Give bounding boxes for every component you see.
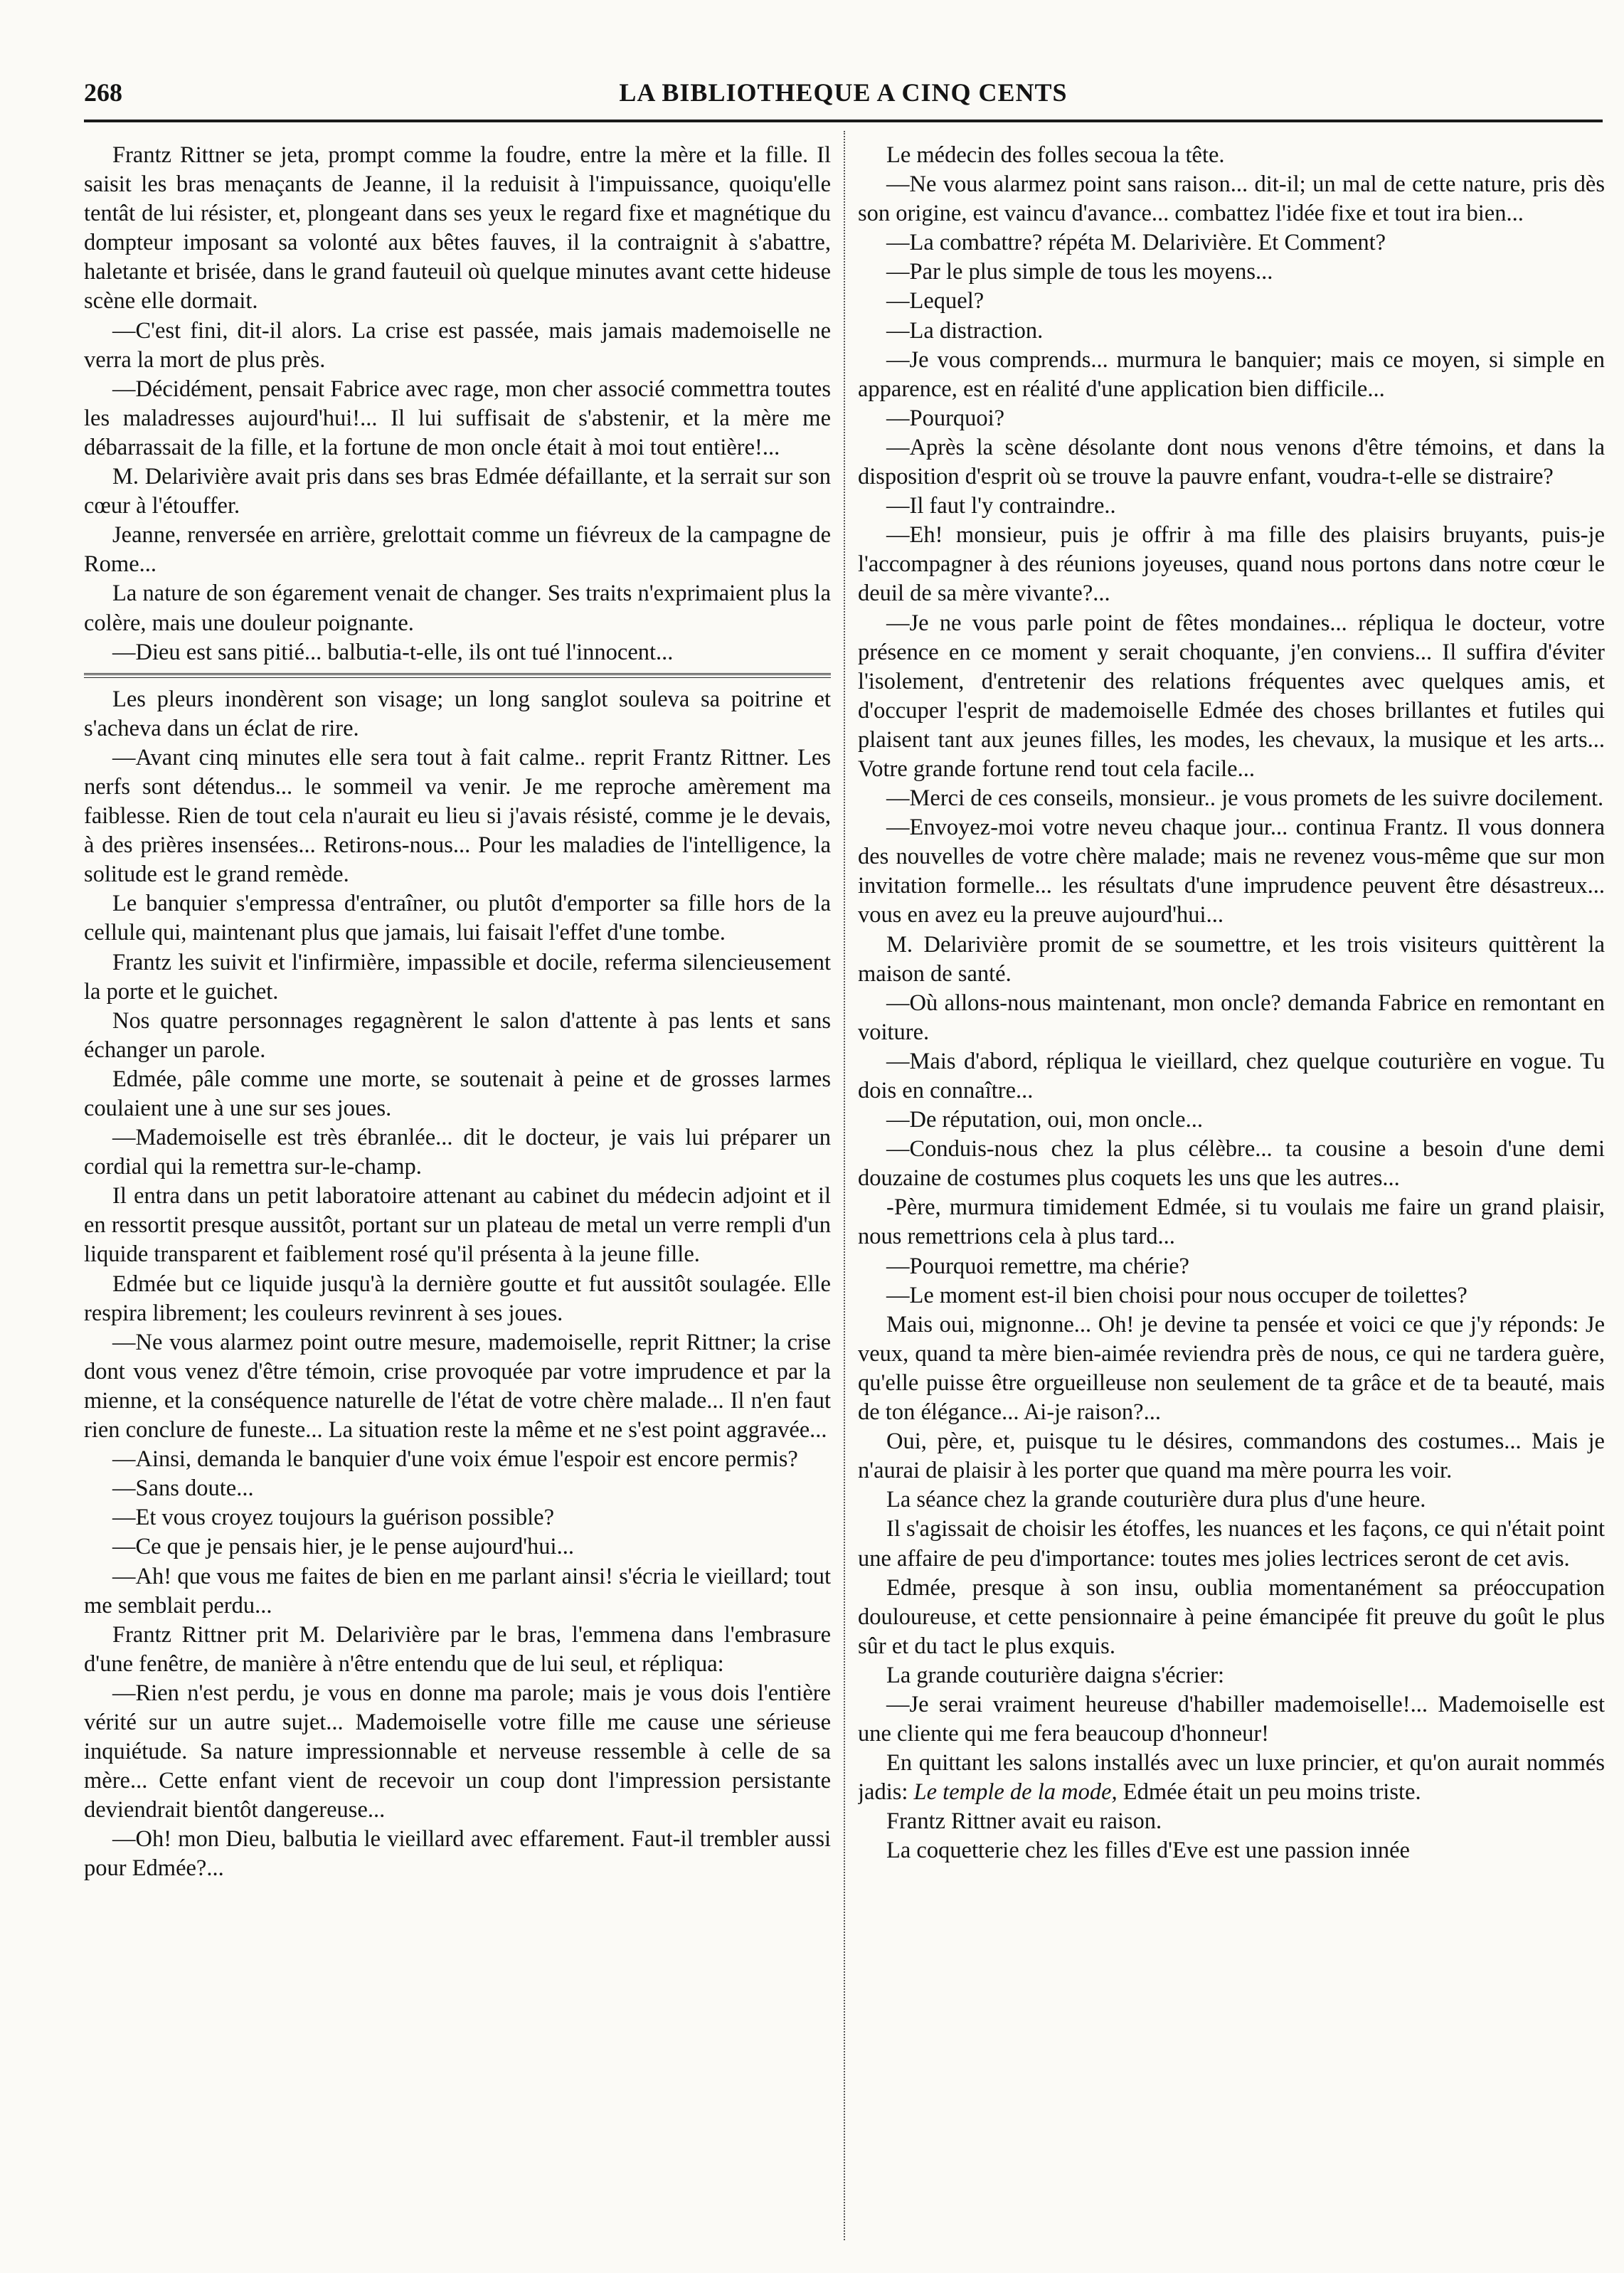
paragraph: —Décidément, pensait Fabrice avec rage, mon cher associé commettra toutes les maladresses aujourd'hui!... Il lui suffisait de s'abstenir, et la mère me débarrassait de la fille, et la fortune de mon oncle était à moi tout entière!... — [84, 376, 831, 460]
page-number: 268 — [84, 78, 122, 107]
left-column — [84, 141, 831, 2247]
paragraph: Edmée, pâle comme une morte, se soutenait à peine et de grosses larmes coulaient une à une sur ses joues. — [84, 1066, 831, 1121]
paragraph: —Ne vous alarmez point outre mesure, mademoiselle, reprit Rittner; la crise dont vous venez d'être témoin, crise provoquée par votre imprudence et par la mienne, et la conséquence naturelle de l'état de votre chère malade... Il n'en faut rien conclure de funeste... La situation reste la même et ne s'est point aggravée... — [84, 1329, 831, 1443]
paragraph: —Sans doute... — [112, 1475, 254, 1502]
paragraph: —Mademoiselle est très ébranlée... dit le docteur, je vais lui préparer un cordial qui la remettra sur-le-champ. — [84, 1125, 831, 1180]
paragraph: —Mais d'abord, répliqua le vieillard, chez quelque couturière en vogue. Tu dois en connaître... — [858, 1048, 1605, 1103]
paragraph: —Conduis-nous chez la plus célèbre... ta cousine a besoin d'une demi douzaine de costumes plus coquets les uns que les autres... — [858, 1136, 1605, 1192]
running-title: LA BIBLIOTHEQUE A CINQ CENTS — [619, 78, 1068, 107]
paragraph: Il entra dans un petit laboratoire attenant au cabinet du médecin adjoint et il en ressortit presque aussitôt, portant sur un plateau de metal un verre rempli d'un liquide transparent et faiblement rosé qu'il présenta à la jeune fille. — [84, 1183, 831, 1268]
column-separator — [844, 131, 845, 2240]
paragraph: —Pourquoi remettre, ma chérie? — [886, 1253, 1189, 1279]
paragraph: La séance chez la grande couturière dura plus d'une heure. — [886, 1487, 1426, 1513]
paragraph: Il s'agissait de choisir les étoffes, les nuances et les façons, ce qui n'était point une affaire de peu d'importance: toutes mes jolies lectrices seront de cet avis. — [858, 1516, 1605, 1572]
paragraph: —Ah! que vous me faites de bien en me parlant ainsi! s'écria le vieillard; tout me semblait perdu... — [84, 1563, 831, 1618]
paragraph: —Lequel? — [886, 288, 985, 314]
paragraph: —La combattre? répéta M. Delarivière. Et Comment? — [886, 230, 1386, 256]
paragraph: Mais oui, mignonne... Oh! je devine ta pensée et voici ce que j'y réponds: Je veux, quand ta mère bien-aimée reviendra près de nous, ce qui ne tardera guère, qu'elle puisse être orgueilleuse non seulement de ta grâce et de ta beauté, mais de ton élégance... Ai-je raison?... — [858, 1311, 1605, 1426]
paragraph: M. Delarivière avait pris dans ses bras Edmée défaillante, et la serrait sur son cœur à l'étouffer. — [84, 464, 831, 519]
paragraph: —Ce que je pensais hier, je le pense aujourd'hui... — [112, 1534, 574, 1560]
italic-title: Le temple de la mode, — [913, 1779, 1118, 1806]
paragraph: —Pourquoi? — [886, 405, 1005, 431]
paragraph: —Je vous comprends... murmura le banquier; mais ce moyen, si simple en apparence, est en réalité d'une application bien difficile... — [858, 346, 1605, 402]
right-column — [858, 141, 1605, 2247]
paragraph: M. Delarivière promit de se soumettre, et les trois visiteurs quittèrent la maison de santé. — [858, 931, 1605, 987]
paragraph: Frantz Rittner se jeta, prompt comme la foudre, entre la mère et la fille. Il saisit les bras menaçants de Jeanne, il la reduisit à l'impuissance, quoiqu'elle tentât de lui résister, et, plongeant dans ses yeux le regard fixe et magnétique du dompteur imposant sa volonté aux bêtes fauves, il la contraignit à s'abattre, haletante et brisée, dans le grand fauteuil où quelque minutes avant cette hideuse scène elle dormait. — [84, 142, 831, 314]
paragraph: Edmée but ce liquide jusqu'à la dernière goutte et fut aussitôt soulagée. Elle respira librement; les couleurs revinrent à ses joues. — [84, 1271, 831, 1326]
paragraph: —Rien n'est perdu, je vous en donne ma parole; mais je vous dois l'entière vérité sur un autre sujet... Mademoiselle votre fille me cause une sérieuse inquiétude. Sa nature impressionnable et nerveuse ressemble à celle de sa mère... Cette enfant vient de recevoir un coup dont l'impression persistante deviendrait bientôt dangereuse... — [84, 1680, 831, 1823]
paragraph: La grande couturière daigna s'écrier: — [886, 1662, 1225, 1688]
paragraph: —Le moment est-il bien choisi pour nous occuper de toilettes? — [886, 1282, 1468, 1308]
paragraph: —Par le plus simple de tous les moyens... — [886, 259, 1273, 285]
paragraph: Oui, père, et, puisque tu le désires, commandons des costumes... Mais je n'aurai de plaisir à les porter que quand ma mère pourra les voir. — [858, 1429, 1605, 1484]
paragraph: —Merci de ces conseils, monsieur.. je vous promets de les suivre docilement. — [886, 785, 1604, 812]
paragraph: —Où allons-nous maintenant, mon oncle? demanda Fabrice en remontant en voiture. — [858, 990, 1605, 1045]
paragraph: —Je serai vraiment heureuse d'habiller mademoiselle!... Mademoiselle est une cliente qui me fera beaucoup d'honneur! — [858, 1691, 1605, 1747]
paragraph-tail: Edmée était un peu moins triste. — [1123, 1779, 1421, 1806]
paragraph: —Avant cinq minutes elle sera tout à fait calme.. reprit Frantz Rittner. Les nerfs sont détendus... le sommeil va venir. Je me reproche amèrement ma faiblesse. Rien de tout cela n'aurait eu lieu si j'avais résisté, comme je le devais, à des prières insensées... Retirons-nous... Pour les maladies de l'intelligence, la solitude est le grand remède. — [84, 744, 831, 888]
paragraph — [858, 1749, 1605, 1807]
paragraph: -Père, murmura timidement Edmée, si tu voulais me faire un grand plaisir, nous remettrions cela à plus tard... — [858, 1194, 1605, 1250]
paragraph: Frantz Rittner avait eu raison. — [886, 1808, 1162, 1835]
paragraph: —Après la scène désolante dont nous venons d'être témoins, et dans la disposition d'esprit où se trouve la pauvre enfant, voudra-t-elle se distraire? — [858, 434, 1605, 490]
paragraph: Le banquier s'empressa d'entraîner, ou plutôt d'emporter sa fille hors de la cellule qui, maintenant plus que jamais, lui faisait l'effet d'une tombe. — [84, 891, 831, 946]
paragraph: —Et vous croyez toujours la guérison possible? — [112, 1505, 554, 1531]
paragraph: —Je ne vous parle point de fêtes mondaines... répliqua le docteur, votre présence en ce moment y serait choquante, j'en conviens... Il suffira d'éviter l'isolement, d'entretenir des relations fréquentes avec quelques amis, et d'occuper l'esprit de mademoiselle Edmée des choses brillantes et futiles qui plaisent tant aux jeunes filles, les modes, les chevaux, la musique et les arts... Votre grande fortune rend tout cela facile... — [858, 610, 1605, 782]
paragraph: Les pleurs inondèrent son visage; un long sanglot souleva sa poitrine et s'acheva dans un éclat de rire. — [84, 686, 831, 741]
paragraph: —Ne vous alarmez point sans raison... dit-il; un mal de cette nature, pris dès son origine, est vaincu d'avance... combattez l'idée fixe et tout ira bien... — [858, 171, 1605, 227]
paragraph: —Dieu est sans pitié... balbutia-t-elle, ils ont tué l'innocent... — [112, 639, 674, 665]
paragraph: Frantz les suivit et l'infirmière, impassible et docile, referma silencieusement la porte et le guichet. — [84, 949, 831, 1005]
paragraph: —Il faut l'y contraindre.. — [886, 493, 1116, 519]
paragraph: —Eh! monsieur, puis je offrir à ma fille des plaisirs bruyants, puis-je l'accompagner à des réunions joyeuses, quand nous portons dans notre cœur le deuil de sa mère vivante?... — [858, 522, 1605, 607]
header-rule — [84, 120, 1603, 122]
paragraph: —Envoyez-moi votre neveu chaque jour... continua Frantz. Il vous donnera des nouvelles de votre chère malade; mais ne revenez vous-même que sur mon invitation formelle... les résultats d'une imprudence peuvent être désastreux... vous en avez eu la preuve aujourd'hui... — [858, 815, 1605, 928]
running-header — [84, 75, 1603, 110]
section-divider — [84, 673, 831, 678]
paragraph: —Oh! mon Dieu, balbutia le vieillard avec effarement. Faut-il trembler aussi pour Edmée?... — [84, 1826, 831, 1882]
paragraph: Le médecin des folles secoua la tête. — [886, 142, 1225, 168]
paragraph: Nos quatre personnages regagnèrent le salon d'attente à pas lents et sans échanger un parole. — [84, 1007, 831, 1063]
paragraph: —La distraction. — [886, 317, 1044, 344]
paragraph: La nature de son égarement venait de changer. Ses traits n'exprimaient plus la colère, mais une douleur poignante. — [84, 581, 831, 636]
paragraph: Edmée, presque à son insu, oublia momentanément sa préoccupation douloureuse, et cette pensionnaire à peine émancipée fit preuve du goût le plus sûr et du tact le plus exquis. — [858, 1574, 1605, 1659]
paragraph: —Ainsi, demanda le banquier d'une voix émue l'espoir est encore permis? — [112, 1446, 798, 1473]
paragraph: —De réputation, oui, mon oncle... — [886, 1107, 1203, 1133]
paragraph: Jeanne, renversée en arrière, grelottait comme un fiévreux de la campagne de Rome... — [84, 522, 831, 578]
paragraph: Frantz Rittner prit M. Delarivière par le bras, l'emmena dans l'embrasure d'une fenêtre, de manière à n'être entendu que de lui seul, et répliqua: — [84, 1621, 831, 1677]
paragraph: —C'est fini, dit-il alors. La crise est passée, mais jamais mademoiselle ne verra la mort de plus près. — [84, 317, 831, 373]
paragraph: La coquetterie chez les filles d'Eve est une passion innée — [886, 1838, 1410, 1864]
paragraph-head: En quittant les salons installés avec un luxe princier, et qu'on aurait nommés jadis: — [858, 1750, 1605, 1806]
